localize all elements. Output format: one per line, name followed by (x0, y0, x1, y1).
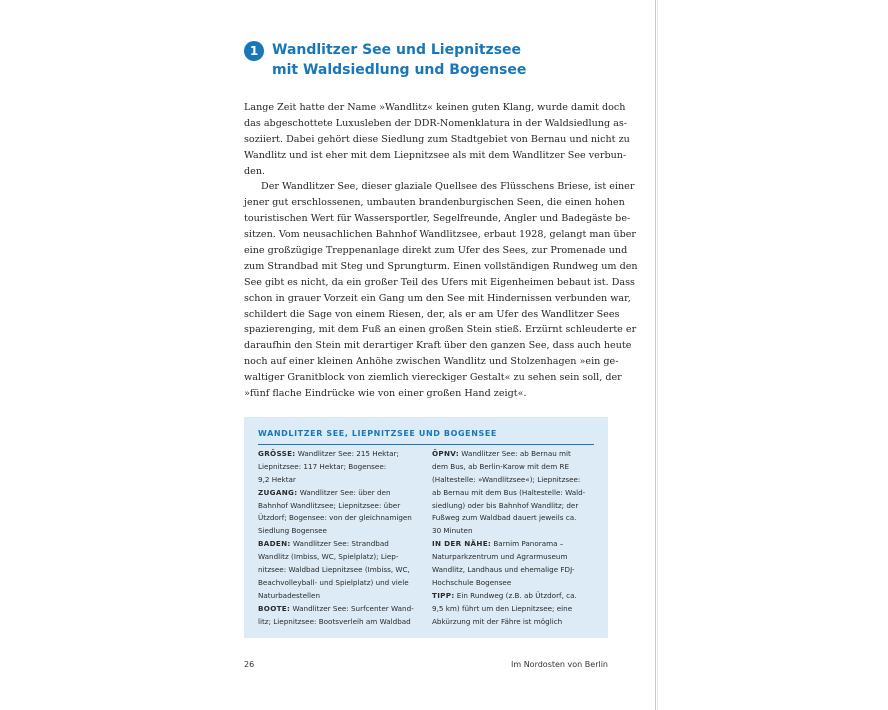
body-line: jener gut erschlossenen, umbauten brandenburgischen Seen, die einen hohen (244, 197, 625, 209)
info-box-rule (258, 444, 594, 445)
info-line (432, 474, 592, 487)
info-line (432, 590, 592, 603)
info-text: Beachvolleyball- und Spielplatz) und viele (258, 577, 409, 587)
body-line: das abgeschottete Luxusleben der DDR-Nomenklatura in der Waldsiedlung as- (244, 117, 628, 129)
info-line (432, 512, 592, 525)
page-edge-divider (655, 0, 656, 710)
info-text: Wandlitzer See: Strandbad (290, 539, 389, 549)
info-text: ab Bernau mit dem Bus (Haltestelle: Wald- (432, 487, 586, 497)
body-line: Der Wandlitzer See, dieser glaziale Quellsee des Flüsschens Briese, ist einer (261, 181, 635, 193)
info-line (432, 448, 592, 461)
info-line (258, 512, 418, 525)
info-label: BOOTE: (258, 603, 291, 613)
info-line (258, 577, 418, 590)
chapter-number-badge: 1 (244, 41, 264, 61)
info-line (258, 564, 418, 577)
info-text: Wandlitz, Landhaus und ehemalige FDJ- (432, 565, 575, 575)
info-line (432, 500, 592, 513)
info-text: Wandlitzer See: 215 Hektar; (295, 449, 399, 458)
info-label: BADEN: (258, 539, 291, 549)
body-line: schon in grauer Vorzeit ein Gang um den See mit Hindernissen verbunden war, (244, 292, 631, 304)
info-line (258, 590, 418, 603)
info-text: Liepnitzsee: 117 Hektar; Bogensee: (258, 461, 387, 471)
info-line (432, 616, 592, 629)
body-line: soziiert. Dabei gehört diese Siedlung zum Stadtgebiet von Bernau und nicht zu (244, 133, 630, 145)
info-line (258, 487, 418, 500)
info-line (432, 564, 592, 577)
info-column-left (258, 448, 418, 628)
info-label: TIPP: (432, 590, 455, 600)
body-line: »fünf flache Eindrücke wie von einer großen Hand zeigt«. (244, 388, 527, 400)
body-line: See gibt es nicht, da ein großer Teil des Ufers mit Eigenheimen bebaut ist. Dass (244, 276, 635, 288)
info-text: Naturbadestellen (258, 590, 321, 600)
body-line: waltiger Granitblock von ziemlich viereckiger Gestalt« zu sehen sein soll, der (244, 372, 622, 384)
info-line (258, 448, 418, 461)
info-label: ZUGANG: (258, 487, 298, 497)
page-edge-shadow (657, 0, 658, 710)
info-text: 9,5 km) führt um den Liepnitzsee; eine (432, 603, 573, 613)
body-line: den. (244, 165, 266, 177)
info-text: 30 Minuten (432, 526, 473, 536)
info-line (432, 487, 592, 500)
body-line: touristischen Wert für Wassersportler, Segelfreunde, Angler und Badegäste be- (244, 213, 631, 225)
info-box-title: WANDLITZER SEE, LIEPNITZSEE UND BOGENSEE (258, 429, 497, 438)
info-line (258, 500, 418, 513)
page-number: 26 (244, 660, 255, 669)
info-line (432, 577, 592, 590)
info-box (244, 417, 608, 638)
info-text: 9,2 Hektar (258, 474, 296, 484)
body-line: sitzen. Vom neusachlichen Bahnhof Wandlitzsee, erbaut 1928, gelangt man über (244, 229, 637, 241)
info-text: Siedlung Bogensee (258, 526, 327, 536)
body-line: Lange Zeit hatte der Name »Wandlitz« keinen guten Klang, wurde damit doch (244, 102, 626, 113)
body-line: schildert die Sage von einem Riesen, der, als er am Ufer des Wandlitzer Sees (244, 308, 620, 320)
info-text: Wandlitzer See: über den (297, 487, 391, 497)
running-head: Im Nordosten von Berlin (511, 660, 608, 669)
body-line: zum Strandbad mit Steg und Sprungturm. Einen vollständigen Rundweg um den (244, 260, 638, 272)
info-line (258, 474, 418, 487)
info-line (258, 603, 418, 616)
info-text: Naturparkzentrum und Agrarmuseum (432, 552, 568, 562)
info-text: Ützdorf; Bogensee: von der gleichnamigen (258, 513, 412, 523)
info-text: dem Bus, ab Berlin-Karow mit dem RE (432, 461, 570, 471)
info-text: Abkürzung mit der Fähre ist möglich (432, 616, 563, 626)
info-line (258, 551, 418, 564)
info-text: (Haltestelle: »Wandlitzsee«); Liepnitzsee: (432, 474, 581, 484)
body-line: noch auf einer kleinen Anhöhe zwischen Wandlitz und Stolzenhagen »ein ge- (244, 356, 619, 368)
info-label: GRÖSSE: (258, 449, 296, 458)
info-text: Wandlitzer See: ab Bernau mit (459, 449, 571, 458)
info-column-right (432, 448, 592, 628)
info-line (432, 538, 592, 551)
info-text: Wandlitzer See: Surfcenter Wand- (290, 603, 414, 613)
info-line (432, 603, 592, 616)
info-line (432, 525, 592, 538)
info-line (258, 461, 418, 474)
body-text (244, 100, 638, 402)
info-line (258, 616, 418, 629)
info-line (258, 538, 418, 551)
info-label: ÖPNV: (432, 449, 460, 458)
body-line: Wandlitz und ist eher mit dem Liepnitzsee als mit dem Wandlitzer See verbun- (244, 149, 627, 161)
info-text: Barnim Panorama – (491, 539, 564, 549)
chapter-title (272, 40, 632, 80)
info-text: Fußweg zum Waldbad dauert jeweils ca. (432, 513, 577, 523)
info-label: IN DER NÄHE: (432, 539, 492, 549)
body-line: spazierenging, mit dem Fuß an einen großen Stein stieß. Erzürnt schleuderte er (244, 324, 637, 336)
info-text: nitzsee: Waldbad Liepnitzsee (Imbiss, WC, (258, 565, 410, 575)
info-line (258, 525, 418, 538)
info-text: Hochschule Bogensee (432, 577, 512, 587)
info-text: siedlung) oder bis Bahnhof Wandlitz; der (432, 500, 579, 510)
body-line: daraufhin den Stein mit derartiger Kraft über den ganzen See, dass auch heute (244, 340, 632, 352)
info-line (432, 551, 592, 564)
body-line: eine großzügige Treppenanlage direkt zum Ufer des Sees, zur Promenade und (244, 245, 628, 257)
info-text: Wandlitz (Imbiss, WC, Spielplatz); Liep- (258, 552, 399, 562)
info-line (432, 461, 592, 474)
chapter-title-line: Wandlitzer See und Liepnitzsee (272, 42, 522, 58)
info-text: litz; Liepnitzsee: Bootsverleih am Waldbad (258, 616, 411, 626)
info-text: Ein Rundweg (z.B. ab Ützdorf, ca. (454, 590, 577, 600)
info-text: Bahnhof Wandlitzsee; Liepnitzsee: über (258, 500, 401, 510)
chapter-title-line: mit Waldsiedlung und Bogensee (272, 62, 527, 78)
